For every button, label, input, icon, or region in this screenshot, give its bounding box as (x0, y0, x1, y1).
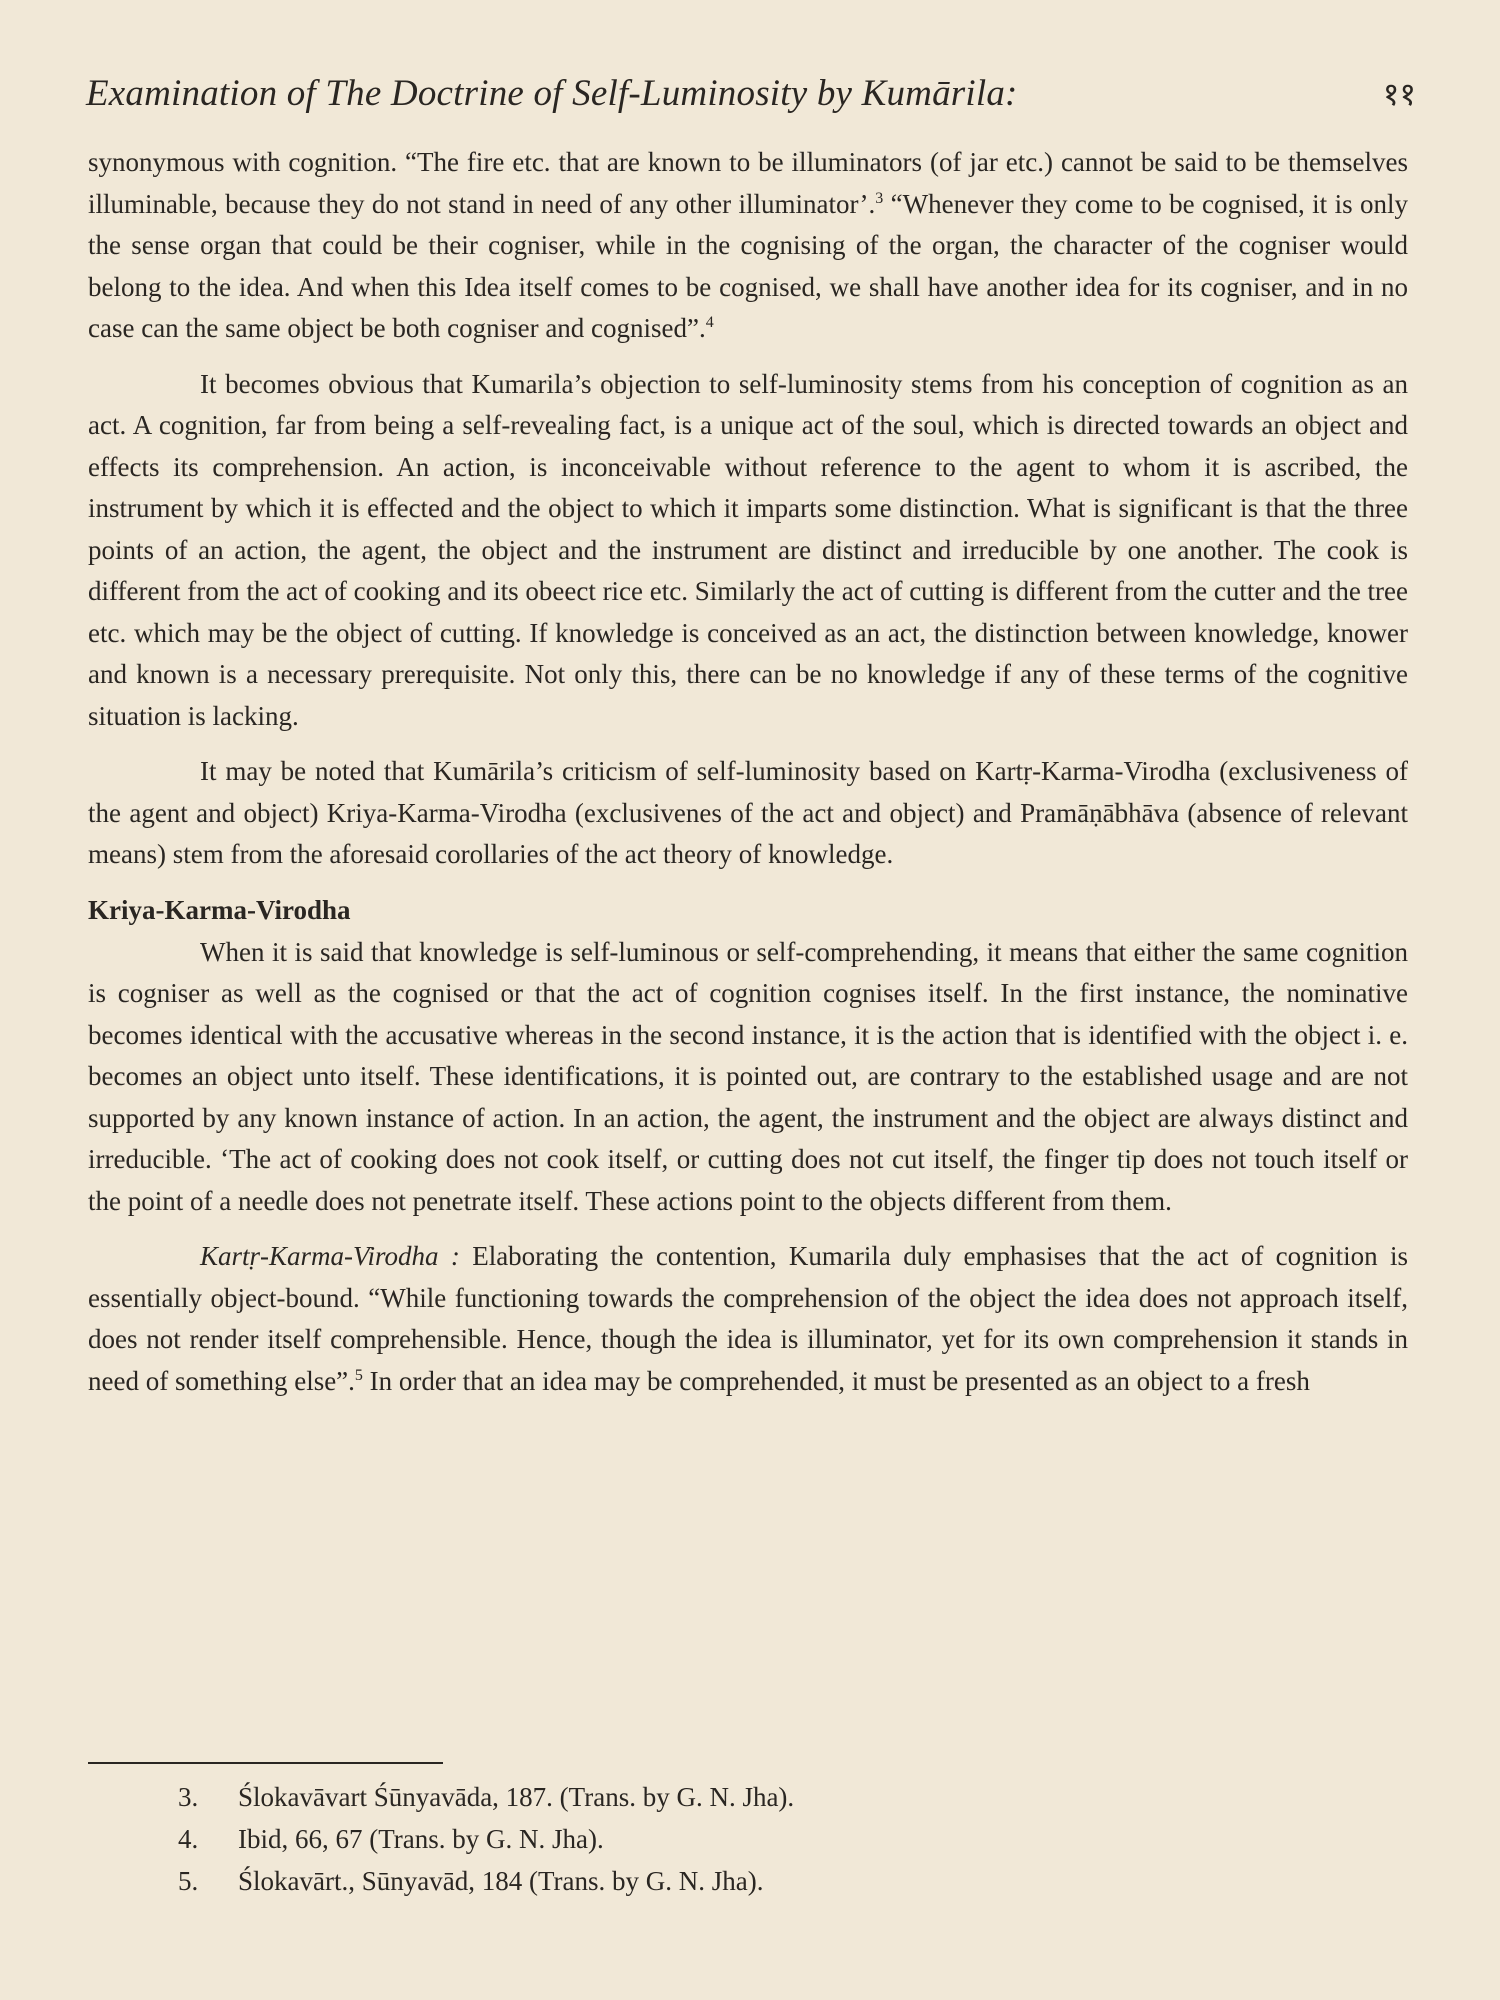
footnote-text: Ibid, 66, 67 (Trans. by G. N. Jha). (238, 1824, 604, 1854)
footnote-5 (178, 1860, 1278, 1902)
section-heading: Kriya-Karma-Virodha (88, 894, 351, 925)
paragraph-1-text: synonymous with cognition. “The fire etc. that are known to be illuminators (of jar etc.) cannot be said to be themselves illuminable, because they do not stand in need of any other illuminator’. (88, 147, 1408, 219)
footnote-ref-4: 4 (705, 314, 714, 331)
paragraph-2: It becomes obvious that Kumarila’s objection to self-luminosity stems from his conception of cognition as an act. A cognition, far from being a self-revealing fact, is a unique act of the soul, which is directed towards an object and effects its comprehension. An action, is inconceivable without reference to the agent to whom it is ascribed, the instrument by which it is effected and the object to which it imparts some distinction. What is significant is that the three points of an action, the agent, the object and the instrument are distinct and irreducible by one another. The cook is different from the act of cooking and its obeect rice etc. Similarly the act of cutting is different from the cutter and the tree etc. which may be the object of cutting. If knowledge is conceived as an act, the distinction between knowledge, knower and known is a necessary prerequisite. Not only this, there can be no knowledge if any of these terms of the cognitive situation is lacking. (88, 368, 1409, 731)
footnote-text: Ślokavārt., Sūnyavād, 184 (Trans. by G. N. Jha). (238, 1866, 764, 1896)
footnote-3 (178, 1776, 1278, 1818)
footnotes (178, 1776, 1278, 1902)
paragraph-4: When it is said that knowledge is self-luminous or self-comprehending, it means that either the same cognition is cogniser as well as the cognised or that the act of cognition cognises itself. In the first instance, the nominative becomes identical with the accusative whereas in the second instance, it is the action that is identified with the object i. e. becomes an object unto itself. These identifications, it is pointed out, are contrary to the established usage and are not supported by any known instance of action. In an action, the agent, the instrument and the object are always distinct and irreducible. ‘The act of cooking does not cook itself, or cutting does not cut itself, the finger tip does not touch itself or the point of a needle does not penetrate itself. These actions point to the objects different from them. (88, 936, 1408, 1216)
page-number: ११ (1382, 76, 1416, 112)
footnote-ref-5: 5 (354, 1366, 363, 1384)
paragraph-1-text-cont: “Whenever they come to be cognised, it is only the sense organ that could be their cogniser, while in the cognising of the organ, the character of the cogniser would belong to the idea. And when this Idea itself comes to be cognised, we shall have another idea for its cogniser, and in no case can the same object be both cogniser and cognised”. (88, 188, 1409, 343)
paragraph-1 (88, 142, 1408, 350)
running-header (86, 72, 1416, 128)
footnote-ref-3: 3 (875, 189, 884, 207)
running-header-title: Examination of The Doctrine of Self-Luminosity by Kumārila: (86, 73, 1018, 114)
paragraph-5-text: Elaborating the contention, Kumarila duly emphasises that the act of cognition is essentially object-bound. “While functioning towards the comprehension of the object the idea does not approach itself, does not render itself comprehensible. Hence, though the idea is illuminator, yet for its own comprehension it stands in need of something else”. (88, 1241, 1408, 1396)
footnote-number: 3. (178, 1782, 199, 1812)
paragraph-5-text-cont: In order that an idea may be comprehended, it must be presented as an object to a fresh (362, 1365, 1310, 1396)
footnote-4 (178, 1818, 1278, 1860)
main-text (88, 142, 1408, 1416)
paragraph-5 (88, 1236, 1408, 1402)
footnote-number: 4. (178, 1824, 199, 1854)
footnote-text: Ślokavāvart Śūnyavāda, 187. (Trans. by G. N. Jha). (238, 1782, 795, 1812)
footnote-divider (88, 1762, 443, 1764)
paragraph-5-lead: Kartṛ-Karma-Virodha : (200, 1241, 460, 1271)
paragraph-3: It may be noted that Kumārila’s criticism of self-luminosity based on Kartṛ-Karma-Virodha (exclusiveness of the agent and object) Kriya-Karma-Virodha (exclusivenes of the act and object) and Pramāṇābhāva (absence of relevant means) stem from the aforesaid corollaries of the act theory of knowledge. (88, 756, 1408, 869)
footnote-number: 5. (178, 1866, 199, 1896)
